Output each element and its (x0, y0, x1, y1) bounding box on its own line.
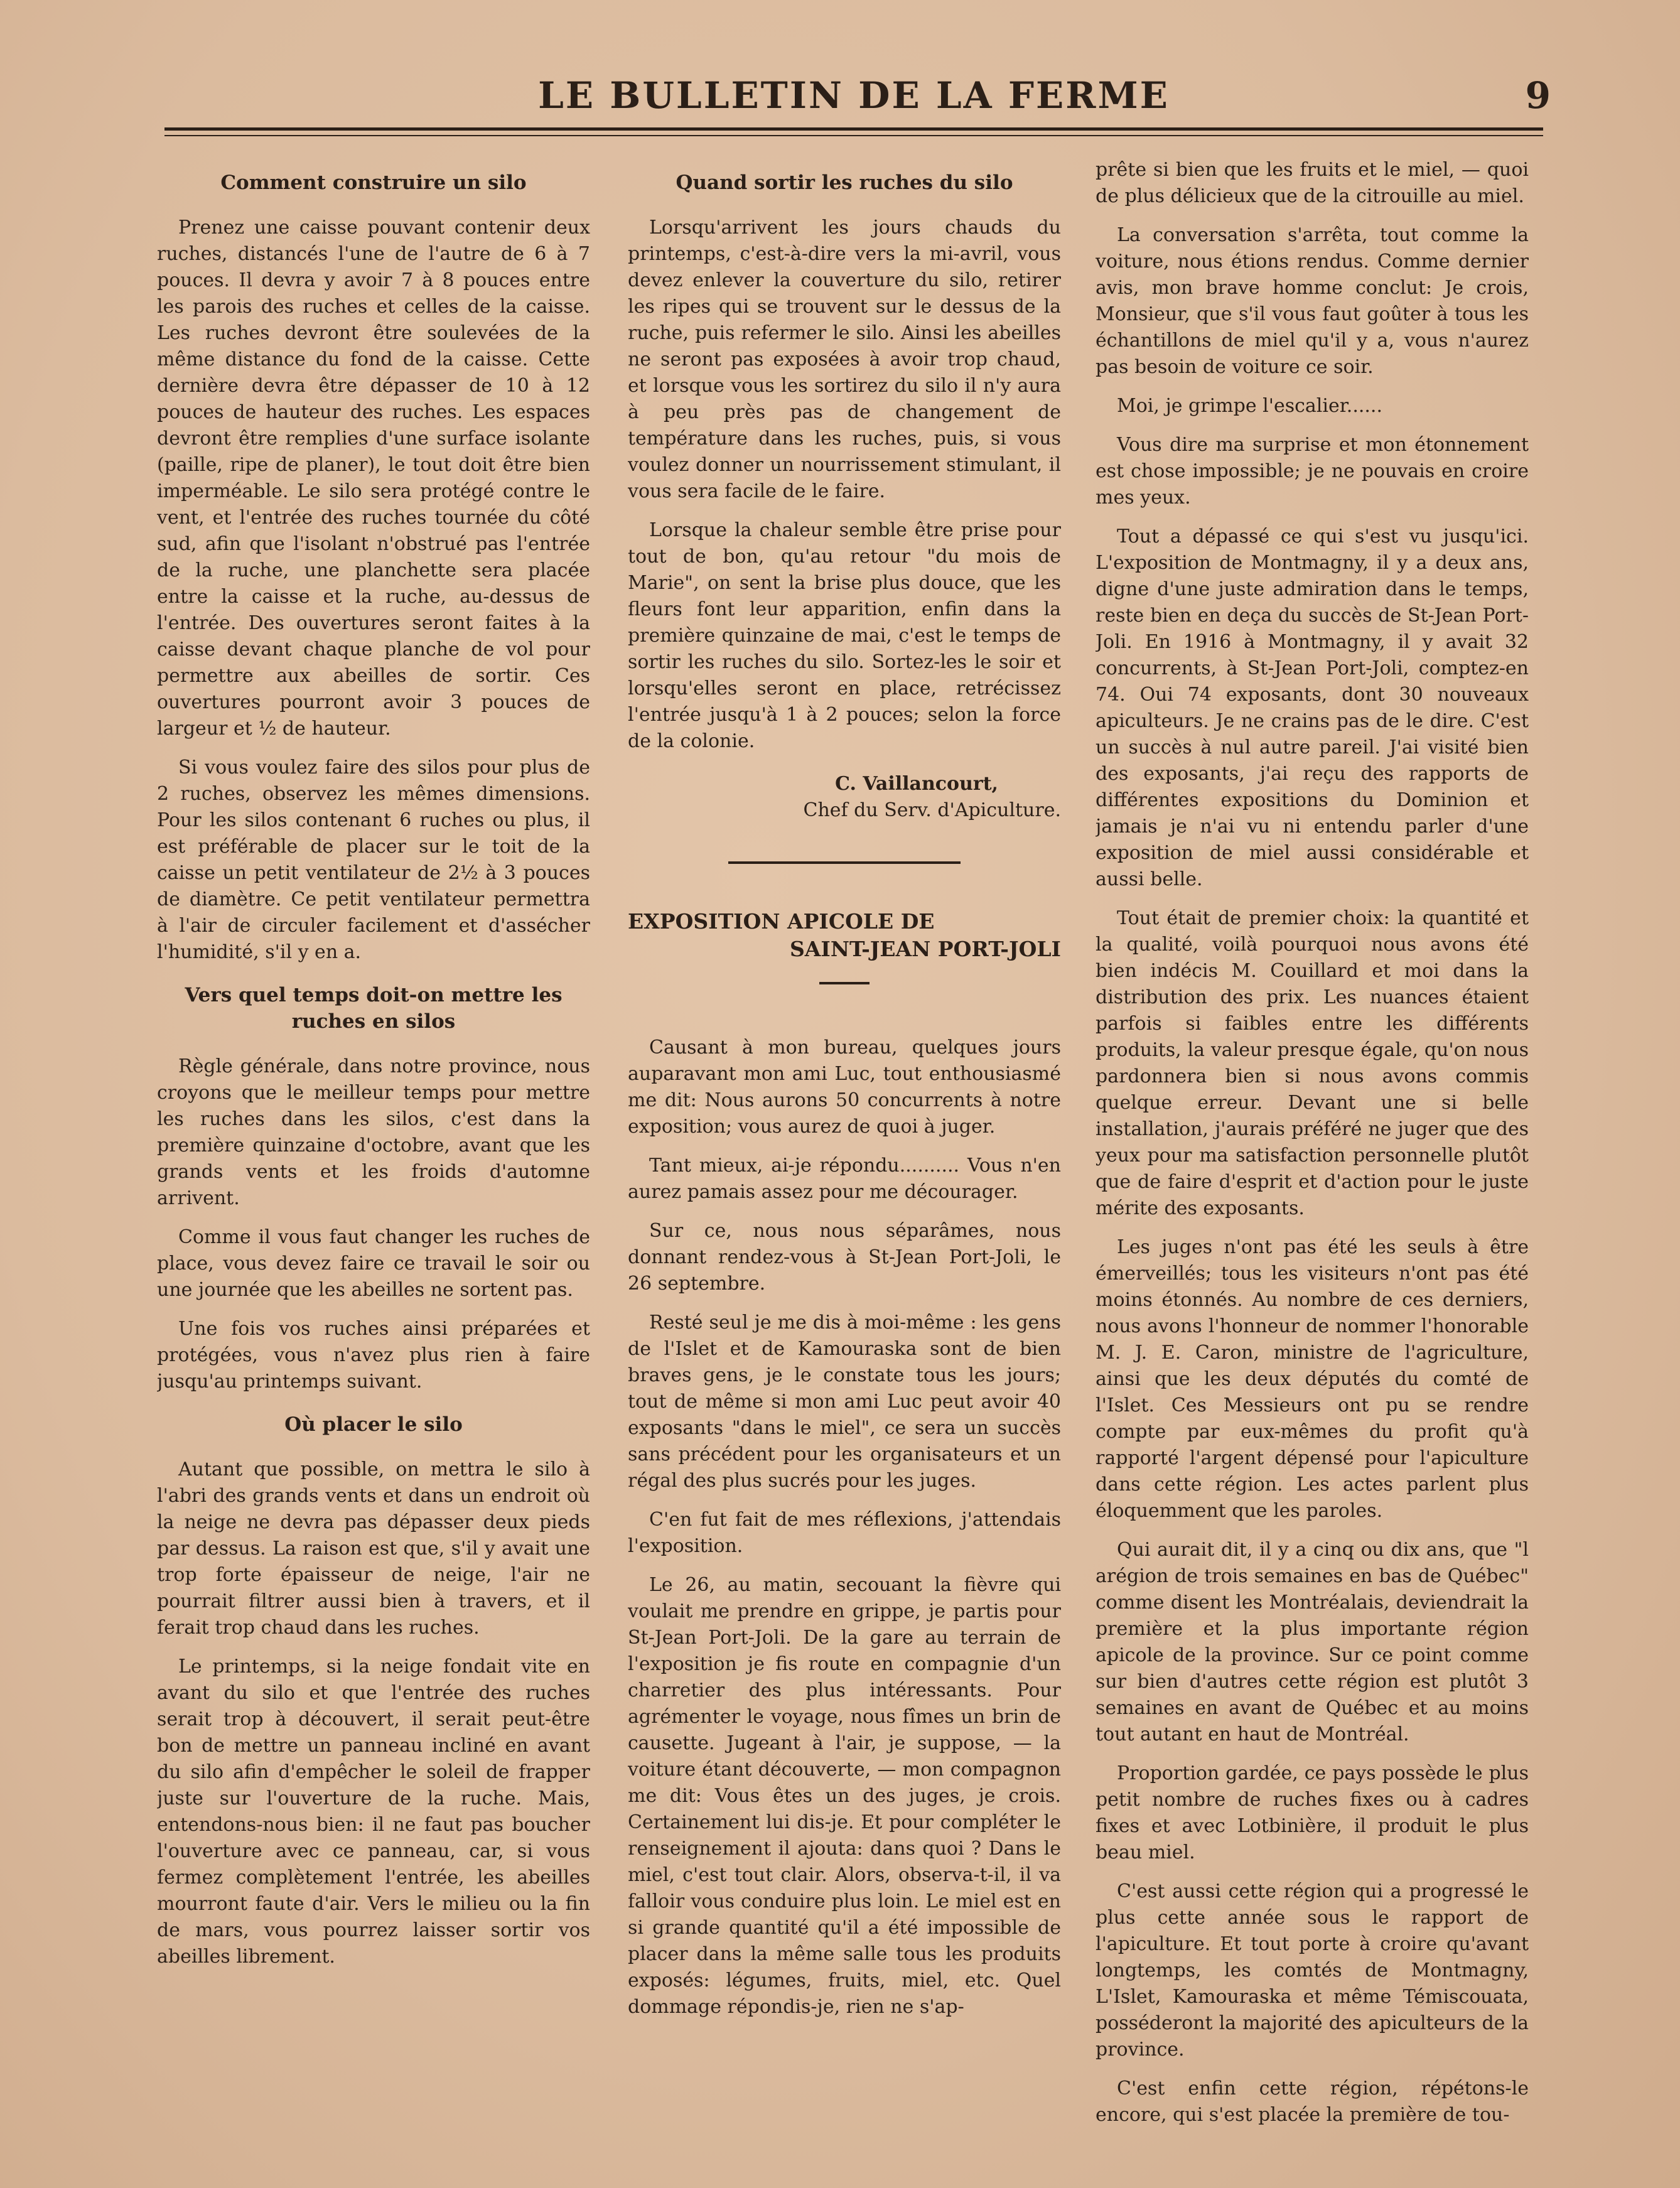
paragraph: Les juges n'ont pas été les seuls à être émerveillés; tous les visiteurs n'ont pas été moins étonnés. Au nombre de ces derniers, nous avons l'honneur de nommer l'honorable M. J. E. Caron, ministre de l'agriculture, ainsi que les deux députés du comté de l'Islet. Ces Messieurs ont pu se rendre compte par eux-mêmes du profit qu'à rapporté l'argent dépensé pour l'apiculture dans cette région. Les actes parlent plus éloquemment que les paroles. (1096, 1236, 1529, 1522)
header-rule-thick (164, 127, 1543, 131)
paragraph: Lorsqu'arrivent les jours chauds du printemps, c'est-à-dire vers la mi-avril, vous devez enlever la couverture du silo, retirer les ripes qui se trouvent sur le dessus de la ruche, puis refermer le silo. Ainsi les abeilles ne seront pas exposées à avoir trop chaud, et lorsque vous les sortirez du silo il n'y aura à peu près pas de changement de température dans les ruches, puis, si vous voulez donner un nourrissement stimulant, il vous sera facile de le faire. (628, 217, 1061, 502)
section-heading: Quand sortir les ruches du silo (676, 171, 1013, 194)
paragraph: Tout était de premier choix: la quantité et la qualité, voilà pourquoi nous avons été bien indécis M. Couillard et moi dans la distribution des prix. Les nuances étaient parfois si faibles entre les différents produits, la valeur presque égale, qu'on nous pardonnera bien si nous avons commis quelque erreur. Devant une si belle installation, j'aurais préféré ne juger que des yeux pour ma satisfaction personnelle plutôt que de faire d'esprit et d'action pour le juste mérite des exposants. (1096, 907, 1529, 1219)
article-title-line-1: EXPOSITION APICOLE DE (628, 909, 935, 934)
section-heading: Où placer le silo (284, 1413, 463, 1436)
section-heading: Vers quel temps doit-on mettre les ruches en silos (185, 984, 563, 1033)
paragraph: Règle générale, dans notre province, nous croyons que le meilleur temps pour mettre les ruches dans les silos, c'est dans la première quinzaine d'octobre, avant que les grands vents et les froids d'automne arrivent. (157, 1055, 590, 1209)
paragraph: Prenez une caisse pouvant contenir deux ruches, distancés l'une de l'autre de 6 à 7 pouces. Il devra y avoir 7 à 8 pouces entre les parois des ruches et celles de la caisse. Les ruches devront être soulevées de la même distance du fond de la caisse. Cette dernière devra être dépasser de 10 à 12 pouces de hauteur des ruches. Les espaces devront être remplies d'une surface isolante (paille, ripe de planer), le tout doit être bien imperméable. Le silo sera protégé contre le vent, et l'entrée des ruches tournée du côté sud, afin que l'isolant n'obstrué pas l'entrée de la ruche, une planchette sera placée entre la caisse et la ruche, au-dessus de l'entrée. Des ouvertures seront faites à la caisse devant chaque planche de vol pour permettre aux abeilles de sortir. Ces ouvertures pourront avoir 3 pouces de largeur et ½ de hauteur. (157, 217, 590, 740)
paragraph: Qui aurait dit, il y a cinq ou dix ans, que "l arégion de trois semaines en bas de Québec" comme disent les Montréalais, deviendrait la première et la plus importante région apicole de la province. Sur ce point comme sur bien d'autres cette région est plutôt 3 semaines en avant de Québec et au moins tout autant en haut de Montréal. (1096, 1539, 1529, 1745)
paragraph: C'est enfin cette région, répétons-le encore, qui s'est placée la première de tou- (1096, 2078, 1529, 2126)
paragraph: C'en fut fait de mes réflexions, j'attendais l'exposition. (628, 1509, 1061, 1557)
column-left (157, 157, 590, 2128)
article-title-line-2: SAINT-JEAN PORT-JOLI (789, 937, 1061, 961)
section-heading: Comment construire un silo (220, 171, 527, 194)
paragraph: Sur ce, nous nous séparâmes, nous donnant rendez-vous à St-Jean Port-Joli, le 26 septembre. (628, 1220, 1061, 1295)
signature-title: Chef du Serv. d'Apiculture. (803, 799, 1061, 821)
title-divider (819, 982, 870, 984)
signature (628, 771, 1061, 824)
signature-name: C. Vaillancourt, (835, 773, 998, 795)
column-right (1096, 157, 1529, 2128)
paragraph: Tout a dépassé ce qui s'est vu jusqu'ici. L'exposition de Montmagny, il y a deux ans, digne d'une juste admiration dans le temps, reste bien en deça du succès de St-Jean Port-Joli. En 1916 à Montmagny, il y avait 32 concurrents, à St-Jean Port-Joli, comptez-en 74. Oui 74 exposants, dont 30 nouveaux apiculteurs. Je ne crains pas de le dire. C'est un succès à nul autre pareil. J'ai visité bien des exposants, j'ai reçu des rapports de différentes expositions du Dominion et jamais je n'ai vu ni entendu parler d'une exposition de miel aussi considérable et aussi belle. (1096, 525, 1529, 890)
paragraph: Le 26, au matin, secouant la fièvre qui voulait me prendre en grippe, je partis pour St-Jean Port-Joli. De la gare au terrain de l'exposition je fis route en compagnie d'un charretier des plus intéressants. Pour agrémenter le voyage, nous fîmes un brin de causette. Jugeant à l'air, je suppose, — la voiture étant découverte, — mon compagnon me dit: Vous êtes un des juges, je crois. Certainement lui dis-je. Et pour compléter le renseignement il ajouta: dans quoi ? Dans le miel, c'est tout clair. Alors, observa-t-il, il va falloir vous conduire plus loin. Le miel est en si grande quantité qu'il a été impossible de placer dans la même salle tous les produits exposés: légumes, fruits, miel, etc. Quel dommage répondis-je, rien ne s'ap- (628, 1574, 1061, 2018)
article-title (628, 908, 1061, 963)
page-header (163, 63, 1551, 117)
paragraph: Lorsque la chaleur semble être prise pour tout de bon, qu'au retour "du mois de Marie", on sent la brise plus douce, que les fleurs font leur apparition, enfin dans la première quinzaine de mai, c'est le temps de sortir les ruches du silo. Sortez-les le soir et lorsqu'elles seront en place, retrécissez l'entrée jusqu'à 1 à 2 pouces; selon la force de la colonie. (628, 519, 1061, 752)
paragraph: Proportion gardée, ce pays possède le plus petit nombre de ruches fixes ou à cadres fixes et avec Lotbinière, il produit le plus beau miel. (1096, 1762, 1529, 1863)
paragraph: Vous dire ma surprise et mon étonnement est chose impossible; je ne pouvais en croire mes yeux. (1096, 434, 1529, 509)
paragraph: La conversation s'arrêta, tout comme la voiture, nous étions rendus. Comme dernier avis, mon brave homme conclut: Je crois, Monsieur, que s'il vous faut goûter à tous les échantillons de miel qu'il y a, vous n'aurez pas besoin de voiture ce soir. (1096, 224, 1529, 378)
paragraph: Moi, je grimpe l'escalier...... (1117, 395, 1383, 417)
paragraph: Le printemps, si la neige fondait vite en avant du silo et que l'entrée des ruches serait trop à découvert, il serait peut-être bon de mettre un panneau incliné en avant du silo afin d'empêcher le soleil de frapper juste sur l'ouverture de la ruche. Mais, entendons-nous bien: il ne faut pas boucher l'ouverture avec ce panneau, car, si vous fermez complètement l'entrée, les abeilles mourront faute d'air. Vers le milieu ou la fin de mars, vous pourrez laisser sortir vos abeilles librement. (157, 1656, 590, 1968)
paragraph: Tant mieux, ai-je répondu.......... Vous n'en aurez pamais assez pour me décourager. (628, 1155, 1061, 1203)
paragraph: Autant que possible, on mettra le silo à l'abri des grands vents et dans un endroit où la neige ne devra pas dépasser deux pieds par dessus. La raison est que, s'il y avait une trop forte épaisseur de neige, l'air ne pourrait filtrer aussi bien à travers, et il ferait trop chaud dans les ruches. (157, 1458, 590, 1639)
paragraph: Une fois vos ruches ainsi préparées et protégées, vous n'avez plus rien à faire jusqu'au printemps suivant. (157, 1318, 590, 1393)
paragraph: Causant à mon bureau, quelques jours auparavant mon ami Luc, tout enthousiasmé me dit: Nous aurons 50 concurrents à notre exposition; vous aurez de quoi à juger. (628, 1037, 1061, 1138)
paragraph: C'est aussi cette région qui a progressé le plus cette année sous le rapport de l'apiculture. Et tout porte à croire qu'avant longtemps, les comtés de Montmagny, L'Islet, Kamouraska et même Témiscouata, posséderont la majorité des apiculteurs de la province. (1096, 1880, 1529, 2061)
section-divider (728, 861, 961, 864)
paragraph: Resté seul je me dis à moi-même : les gens de l'Islet et de Kamouraska sont de bien braves gens, je le constate tous les jours; tout de même si mon ami Luc peut avoir 40 exposants "dans le miel", ce sera un succès sans précédent pour les organisateurs et un régal des plus sucrés pour les juges. (628, 1312, 1061, 1492)
paragraph: prête si bien que les fruits et le miel, — quoi de plus délicieux que de la citrouille au miel. (1096, 159, 1529, 207)
page-title: LE BULLETIN DE LA FERME (538, 74, 1170, 117)
page-number: 9 (1525, 74, 1551, 117)
header-rule-thin (164, 135, 1543, 136)
paragraph: Si vous voulez faire des silos pour plus de 2 ruches, observez les mêmes dimensions. Pour les silos contenant 6 ruches ou plus, il est préférable de placer sur le toit de la caisse un petit ventilateur de 2½ à 3 pouces de diamètre. Ce petit ventilateur permettra à l'air de circuler facilement et d'assécher l'humidité, s'il y en a. (157, 757, 590, 963)
column-middle (628, 157, 1061, 2128)
paragraph: Comme il vous faut changer les ruches de place, vous devez faire ce travail le soir ou une journée que les abeilles ne sortent pas. (157, 1226, 590, 1301)
